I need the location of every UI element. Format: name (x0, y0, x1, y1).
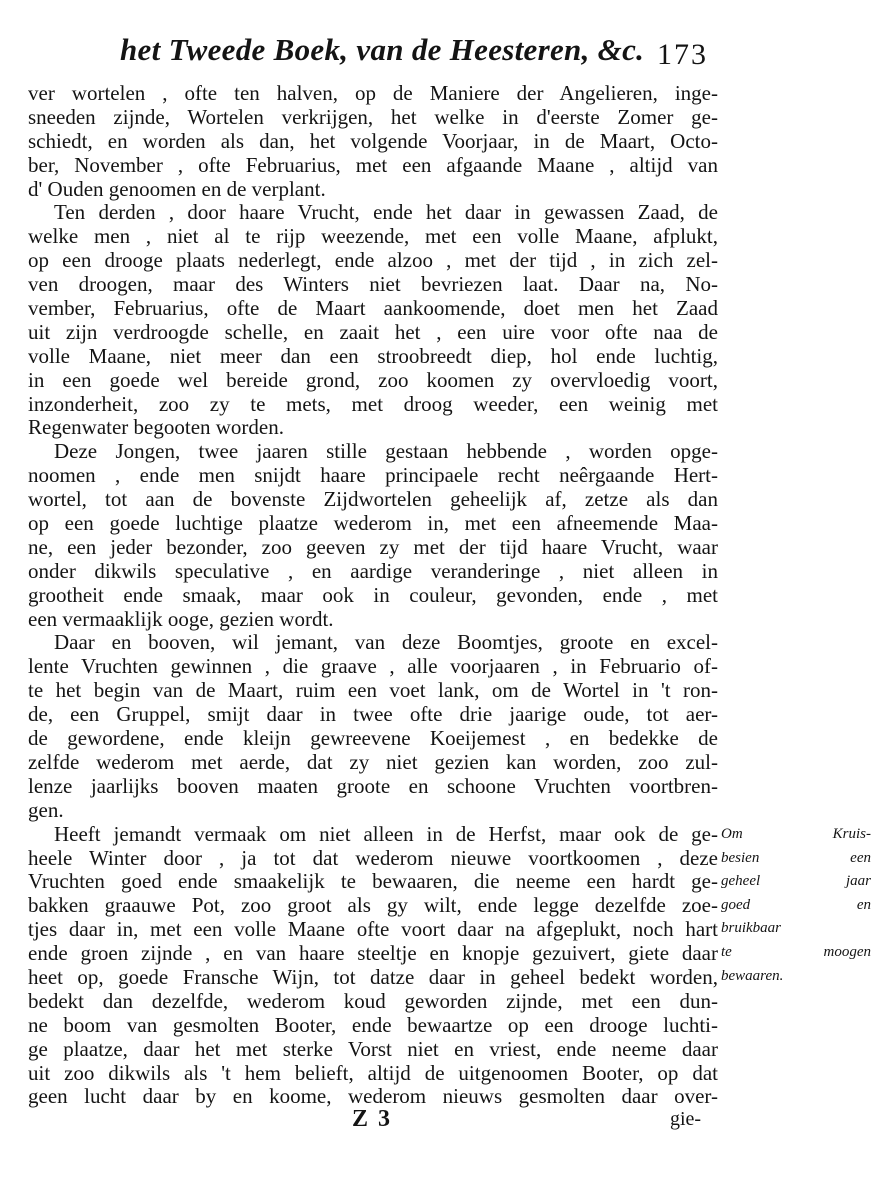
margin-note-line: bruikbaar (721, 920, 781, 937)
text-line: lente Vruchten gewinnen , die graave , alle voorjaaren , in Februario of- (28, 654, 718, 679)
text-line: heet op, goede Fransche Wijn, tot datze daar in geheel bedekt worden, (28, 964, 718, 989)
signature-mark: Z 3 (352, 1106, 393, 1132)
text-line: Daar en booven, wil jemant, van deze Boomtjes, groote en excel- (54, 630, 718, 655)
text-line: ven droogen, maar des Winters niet bevriezen laat. Daar na, No- (28, 272, 718, 297)
text-line: schiedt, en worden als dan, het volgende Voorjaar, in de Maart, Octo- (28, 128, 718, 153)
text-line: in een goede wel bereide grond, zoo koomen zy overvloedig voort, (28, 367, 718, 392)
text-line: tjes daar in, met een volle Maane ofte voort daar na afgeplukt, noch hart (28, 917, 718, 942)
margin-note-line: te moogen (721, 943, 871, 960)
text-line: lenze jaarlijks booven maaten groote en schoone Vruchten voortbren- (28, 773, 718, 798)
text-line: uit zijn verdroogde schelle, en zaait het , een uire voor ofte naa de (28, 319, 718, 344)
page-number: 173 (657, 38, 708, 71)
text-line: Ten derden , door haare Vrucht, ende het daar in gewassen Zaad, de (54, 200, 718, 225)
text-line: gen. (28, 797, 64, 822)
text-line: ne, een jeder bezonder, zoo geeven zy met der tijd haare Vrucht, waar (28, 534, 718, 559)
text-line: bakken graauwe Pot, zoo groot als gy wilt, ende legge dezelfde zoe- (28, 893, 718, 918)
text-line: ge plaatze, daar het met sterke Vorst niet en vriest, ende neeme daar (28, 1036, 718, 1061)
margin-note (721, 823, 871, 988)
text-line: te het begin van de Maart, ruim een voet lank, om de Wortel in 't ron- (28, 678, 718, 703)
text-line: grootheit ende smaak, maar ook in couleur, gevonden, ende , met (28, 582, 718, 607)
text-line: ne boom van gesmolten Booter, ende bewaartze op een drooge luchti- (28, 1012, 718, 1037)
margin-note-line: bewaaren. (721, 967, 784, 984)
margin-note-line: geheel jaar (721, 873, 871, 890)
text-line: Regenwater begooten worden. (28, 415, 284, 440)
text-line: Heeft jemandt vermaak om niet alleen in de Herfst, maar ook de ge- (54, 821, 718, 846)
text-line: d' Ouden genoomen en de verplant. (28, 176, 326, 201)
margin-note-line: Om Kruis- (721, 826, 871, 842)
text-line: inzonderheit, zoo zy te mets, met droog weeder, een weinig met (28, 391, 718, 416)
text-line: de gewordene, ende kleijn gewreevene Koeijemest , en bedekke de (28, 726, 718, 751)
text-line: Vruchten goed ende smaakelijk te bewaaren, die neeme een hardt ge- (28, 869, 718, 894)
text-line: welke men , niet al te rijp weezende, met een volle Maane, afplukt, (28, 224, 718, 249)
text-line: Deze Jongen, twee jaaren stille gestaan hebbende , worden opge- (54, 439, 718, 464)
text-line: vember, Februarius, ofte de Maart aankoomende, doet men het Zaad (28, 296, 718, 321)
text-line: een vermaaklijk ooge, gezien wordt. (28, 606, 334, 631)
text-line: geen lucht daar by en koome, wederom nieuws gesmolten daar over- (28, 1084, 718, 1109)
text-line: volle Maane, niet meer dan een stroobreedt diep, hol ende luchtig, (28, 343, 718, 368)
text-line: uit zoo dikwils als 't hem belieft, altijd de uitgenoomen Booter, op dat (28, 1060, 718, 1085)
text-line: onder dikwils speculative , en aardige veranderinge , niet alleen in (28, 558, 718, 583)
text-line: wortel, tot aan de bovenste Zijdwortelen geheelijk af, zetze als dan (28, 487, 718, 512)
text-line: bedekt dan dezelfde, wederom koud geworden zijnde, met een dun- (28, 988, 718, 1013)
margin-note-line: besien een (721, 849, 871, 866)
body-text (28, 82, 718, 1109)
text-line: sneeden zijnde, Wortelen verkrijgen, het welke in d'eerste Zomer ge- (28, 104, 718, 129)
catchword: gie- (670, 1108, 702, 1130)
text-line: ende groen zijnde , en van haare steeltje en knopje gezuivert, giete daar (28, 941, 718, 966)
text-line: op een drooge plaats nederlegt, ende alzoo , met der tijd , in zich zel- (28, 248, 718, 273)
margin-note-line: goed en (721, 896, 871, 913)
text-line: op een goede luchtige plaatze wederom in, met een afneemende Maa- (28, 511, 718, 536)
text-line: de, een Gruppel, smijt daar in twee ofte drie jaarige oude, tot aer- (28, 702, 718, 727)
text-line: heele Winter door , ja tot dat wederom nieuwe voortkoomen , deze (28, 845, 718, 870)
text-line: ver wortelen , ofte ten halven, op de Maniere der Angelieren, inge- (28, 81, 718, 105)
page-header (0, 30, 879, 80)
text-line: zelfde wederom met aerde, dat zy niet gezien kan worden, zoo zul- (28, 749, 718, 774)
text-line: ber, November , ofte Februarius, met een afgaande Maane , altijd van (28, 152, 718, 177)
running-title: het Tweede Boek, van de Heesteren, &c. (120, 32, 645, 67)
text-line: noomen , ende men snijdt haare principaele recht neêrgaande Hert- (28, 463, 718, 488)
